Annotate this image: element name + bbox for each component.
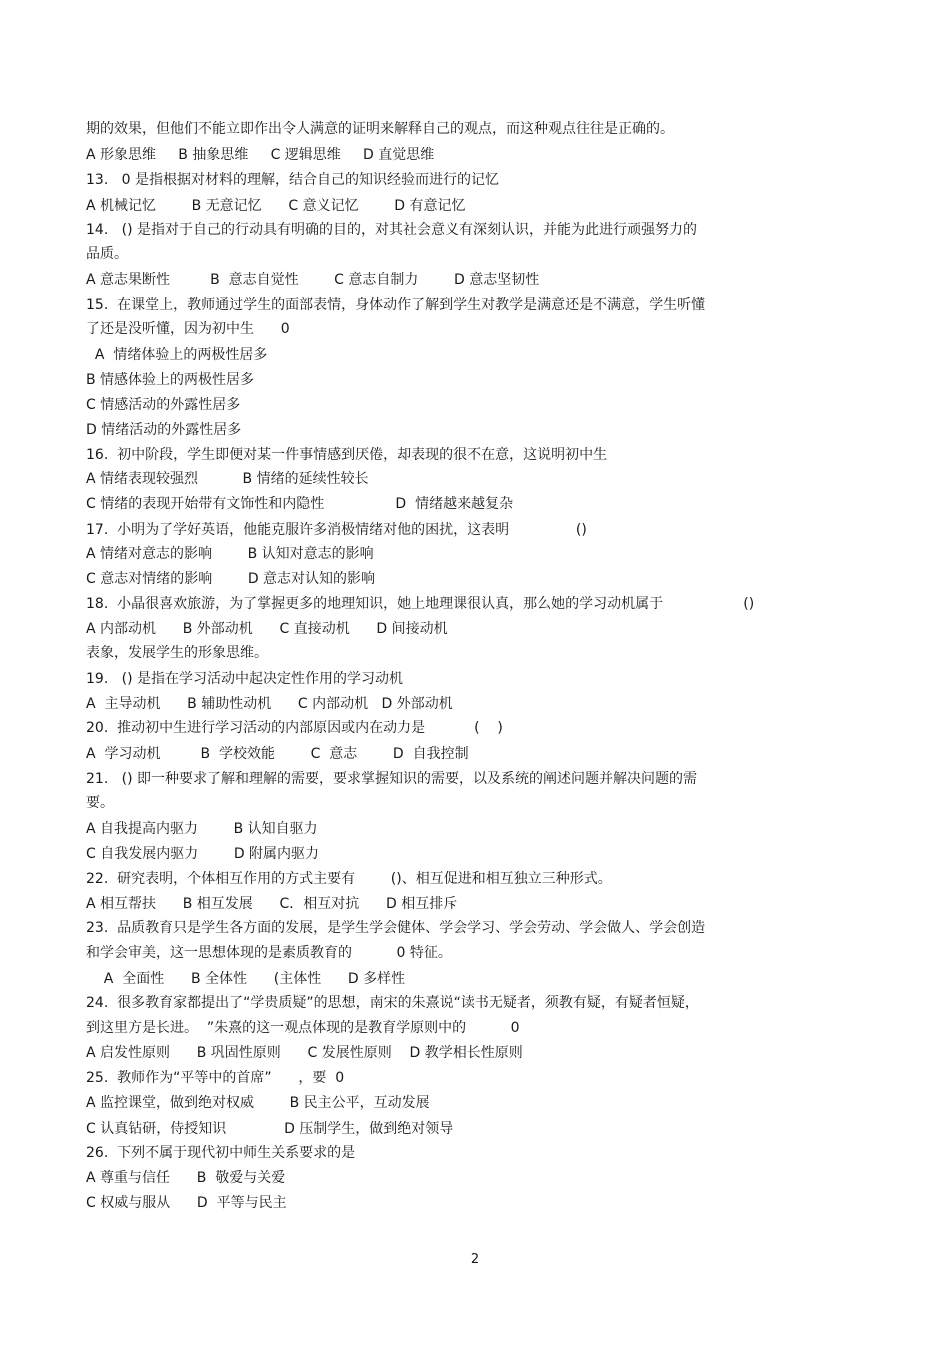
- question-26: 26. 下列不属于现代初中师生关系要求的是: [86, 1145, 356, 1161]
- options-line: C 情绪的表现开始带有文饰性和内隐性 D 情绪越来越复杂: [86, 496, 514, 512]
- option-a: A 情绪体验上的两极性居多: [86, 347, 268, 363]
- question-23: 23. 品质教育只是学生各方面的发展，是学生学会健体、学会学习、学会劳动、学会做人、学会创造: [86, 920, 706, 936]
- page-number: 2: [470, 1252, 480, 1267]
- options-line: A 内部动机 B 外部动机 C 直接动机 D 间接动机: [86, 621, 448, 637]
- text-line: 要。: [86, 795, 114, 811]
- text-line: 和学会审美，这一思想体现的是素质教育的 0 特征。: [86, 945, 452, 961]
- options-line: A 机械记忆 B 无意记忆 C 意义记忆 D 有意记忆: [86, 198, 466, 214]
- options-line: A 尊重与信任 B 敬爱与关爱: [86, 1170, 286, 1186]
- question-14: 14. () 是指对于自己的行动具有明确的目的，对其社会意义有深刻认识，并能为此进行顽强努力的: [86, 222, 697, 238]
- question-24: 24. 很多教育家都提出了“学贵质疑”的思想，南宋的朱熹说“读书无疑者，须教有疑，有疑者恒疑，: [86, 995, 699, 1011]
- text-line: 了还是没听懂，因为初中生 0: [86, 321, 290, 337]
- option-b: B 情感体验上的两极性居多: [86, 372, 255, 388]
- options-line: A 意志果断性 B 意志自觉性 C 意志自制力 D 意志坚韧性: [86, 272, 540, 288]
- option-d: D 情绪活动的外露性居多: [86, 422, 242, 438]
- question-17: 17. 小明为了学好英语，他能克服许多消极情绪对他的困扰，这表明 (): [86, 522, 587, 538]
- question-15: 15. 在课堂上，教师通过学生的面部表情，身体动作了解到学生对教学是满意还是不满意，学生听懂: [86, 297, 706, 313]
- question-13: 13. 0 是指根据对材料的理解，结合自己的知识经验而进行的记忆: [86, 172, 499, 188]
- options-line: A 启发性原则 B 巩固性原则 C 发展性原则 D 教学相长性原则: [86, 1045, 523, 1061]
- question-22: 22. 研究表明，个体相互作用的方式主要有 ()、相互促进和相互独立三种形式。: [86, 871, 612, 887]
- options-line: A 情绪表现较强烈 B 情绪的延续性较长: [86, 471, 369, 487]
- options-line: A 相互帮扶 B 相互发展 C．相互对抗 D 相互排斥: [86, 896, 458, 912]
- text-line: 期的效果，但他们不能立即作出令人满意的证明来解释自己的观点，而这种观点往往是正确的。: [86, 121, 674, 137]
- question-20: 20. 推动初中生进行学习活动的内部原因或内在动力是 ( ): [86, 720, 503, 736]
- options-line: A 形象思维 B 抽象思维 C 逻辑思维 D 直觉思维: [86, 147, 435, 163]
- options-line: A 监控课堂，做到绝对权威 B 民主公平，互动发展: [86, 1095, 430, 1111]
- question-16: 16. 初中阶段，学生即便对某一件事情感到厌倦，却表现的很不在意，这说明初中生: [86, 447, 608, 463]
- options-line: A 自我提高内驱力 B 认知自驱力: [86, 821, 318, 837]
- text-line: 到这里方是长进。 ”朱熹的这一观点体现的是教育学原则中的 0: [86, 1020, 520, 1036]
- options-line: C 认真钻研，侍授知识 D 压制学生，做到绝对领导: [86, 1121, 454, 1137]
- options-line: C 自我发展内驱力 D 附属内驱力: [86, 846, 320, 862]
- options-line: A 主导动机 B 辅助性动机 C 内部动机 D 外部动机: [86, 696, 453, 712]
- text-line: 品质。: [86, 246, 128, 262]
- options-line: A 学习动机 B 学校效能 C 意志 D 自我控制: [86, 746, 469, 762]
- question-19: 19. () 是指在学习活动中起决定性作用的学习动机: [86, 671, 403, 687]
- options-line: A 情绪对意志的影响 B 认知对意志的影响: [86, 546, 374, 562]
- question-25: 25. 教师作为“平等中的首席” ，要 0: [86, 1070, 345, 1086]
- option-c: C 情感活动的外露性居多: [86, 397, 241, 413]
- options-line: A 全面性 B 全体性 (主体性 D 多样性: [86, 971, 406, 987]
- options-line: C 权威与服从 D 平等与民主: [86, 1195, 287, 1211]
- options-line: C 意志对情绪的影响 D 意志对认知的影响: [86, 571, 376, 587]
- text-line: 表象，发展学生的形象思维。: [86, 645, 268, 661]
- question-18: 18. 小晶很喜欢旅游，为了掌握更多的地理知识，她上地理课很认真，那么她的学习动机属于 (): [86, 596, 755, 612]
- question-21: 21. () 即一种要求了解和理解的需要，要求掌握知识的需要，以及系统的阐述问题并解决问题的需: [86, 771, 697, 787]
